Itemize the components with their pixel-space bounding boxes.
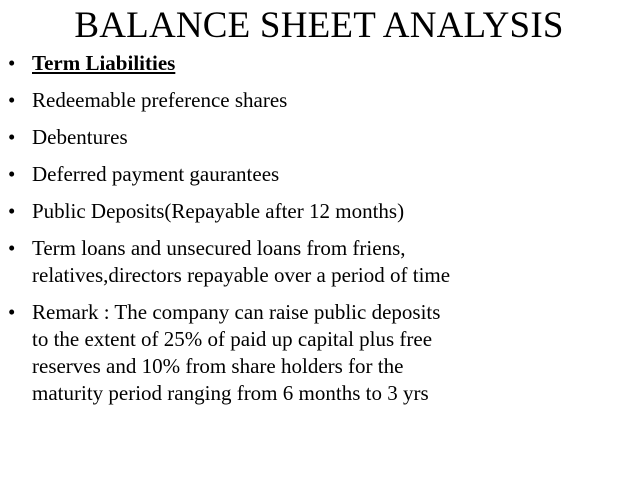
- bullet-line: Deferred payment gaurantees: [32, 162, 280, 186]
- bullet-item-debentures: [8, 124, 633, 151]
- bullet-line: Term Liabilities: [32, 51, 176, 75]
- bullet-item-public-deposits: [8, 198, 633, 225]
- bullet-line: maturity period ranging from 6 months to 3 yrs: [32, 381, 429, 405]
- bullet-text: [32, 87, 633, 114]
- bullet-icon: •: [8, 125, 16, 149]
- bullet-line: Debentures: [32, 125, 128, 149]
- bullet-line: Public Deposits(Repayable after 12 months): [32, 199, 405, 223]
- bullet-text: [32, 124, 633, 151]
- bullet-line: to the extent of 25% of paid up capital plus free: [32, 327, 433, 351]
- bullet-line: relatives,directors repayable over a period of time: [32, 263, 451, 287]
- bullet-item-term-liabilities: [8, 50, 633, 77]
- bullet-text: [32, 198, 633, 225]
- bullet-icon: •: [8, 88, 16, 112]
- bullet-text: [32, 235, 633, 289]
- bullet-item-redeemable-preference-shares: [8, 87, 633, 114]
- bullet-list: [8, 50, 633, 417]
- bullet-icon: •: [8, 162, 16, 186]
- bullet-icon: •: [8, 236, 16, 260]
- bullet-line: Redeemable preference shares: [32, 88, 288, 112]
- bullet-icon: •: [8, 199, 16, 223]
- bullet-line: reserves and 10% from share holders for the: [32, 354, 404, 378]
- bullet-text: [32, 299, 633, 407]
- bullet-line: Remark : The company can raise public deposits: [32, 300, 441, 324]
- bullet-item-remark: [8, 299, 633, 407]
- bullet-heading-text: [32, 50, 633, 77]
- bullet-item-term-loans: [8, 235, 633, 289]
- bullet-icon: •: [8, 51, 16, 75]
- bullet-text: [32, 161, 633, 188]
- bullet-icon: •: [8, 300, 16, 324]
- bullet-item-deferred-payment: [8, 161, 633, 188]
- bullet-line: Term loans and unsecured loans from friens,: [32, 236, 406, 260]
- slide-title: BALANCE SHEET ANALYSIS: [74, 5, 564, 46]
